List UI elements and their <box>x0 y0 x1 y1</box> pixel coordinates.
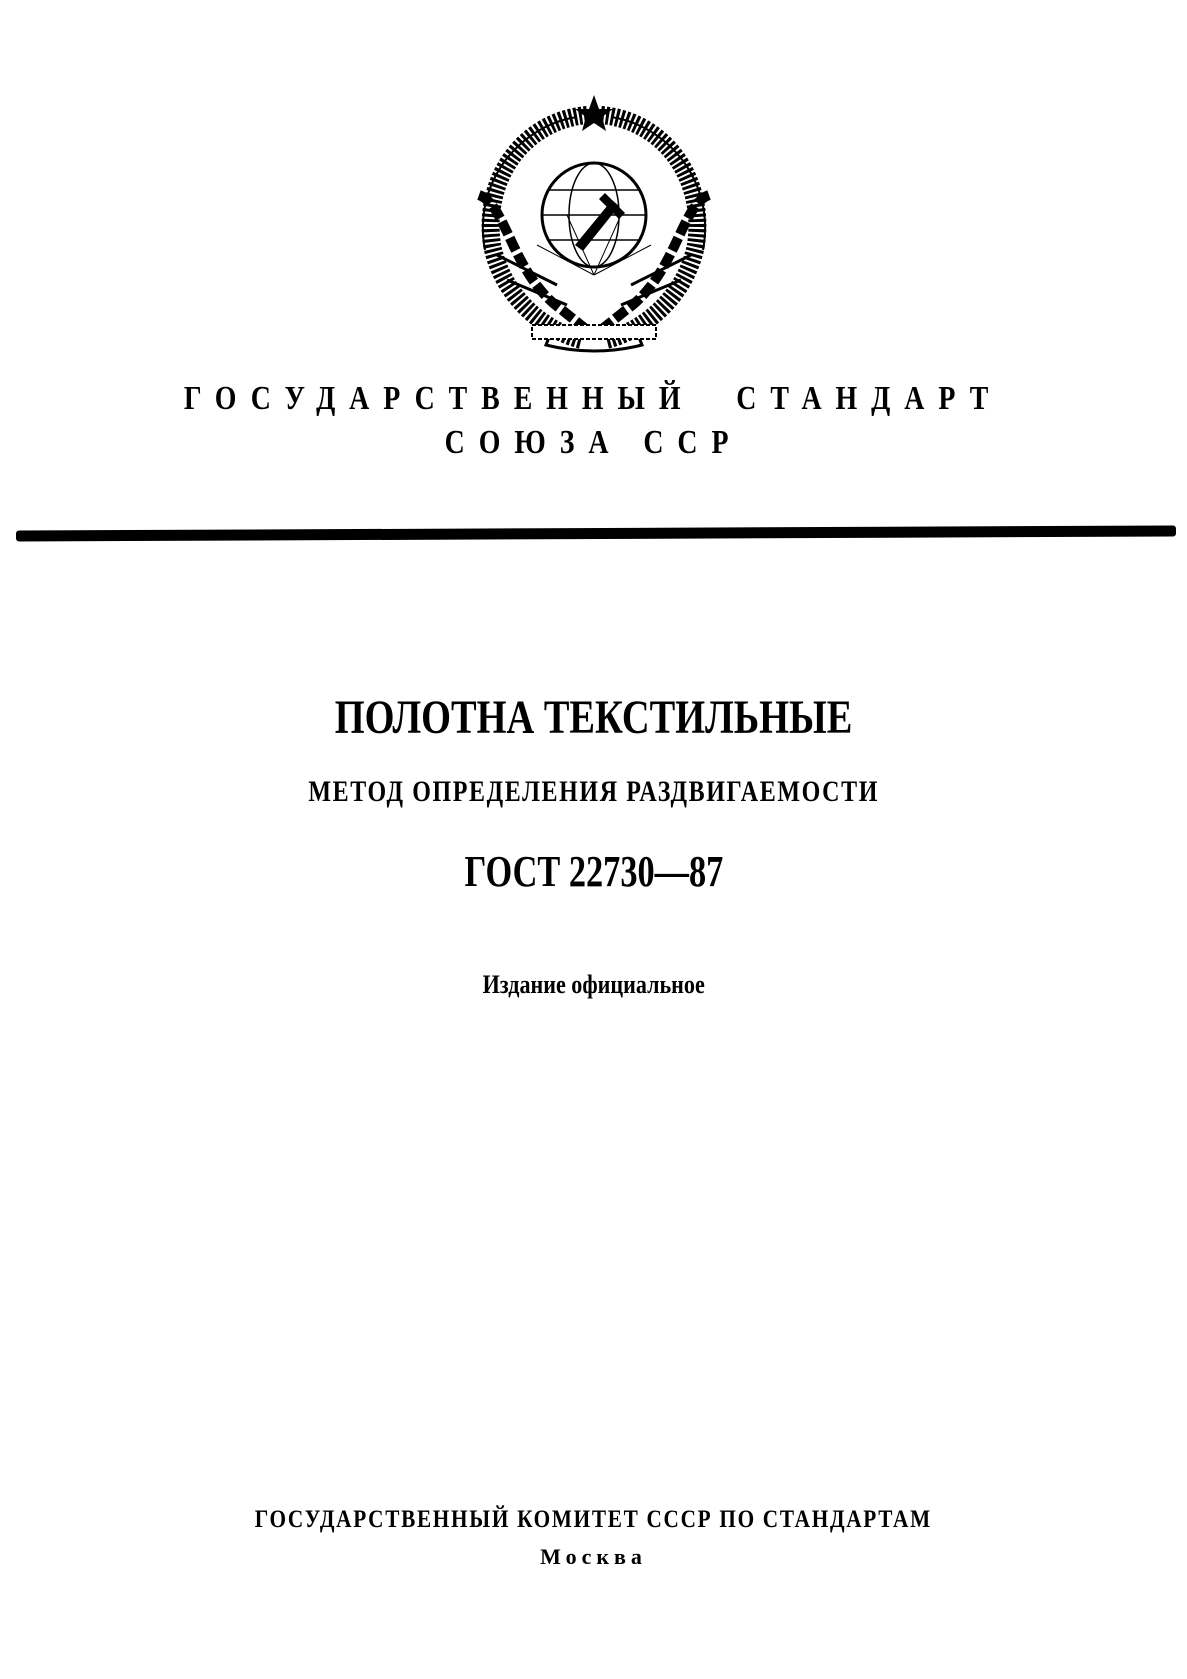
header-line1-text: ГОСУДАРСТВЕННЫЙ СТАНДАРТ <box>184 380 1003 417</box>
header-line2-text: СОЮЗА ССР <box>444 424 743 461</box>
document-subtitle-text: МЕТОД ОПРЕДЕЛЕНИЯ РАЗДВИГАЕМОСТИ <box>308 775 879 808</box>
document-title-text: ПОЛОТНА ТЕКСТИЛЬНЫЕ <box>334 691 853 744</box>
document-title <box>0 690 1187 745</box>
city <box>0 1544 1187 1570</box>
edition-label <box>0 970 1187 1000</box>
header-line-ussr <box>0 424 1187 462</box>
header-line-state-standard <box>0 380 1187 418</box>
city-text: Москва <box>540 1544 647 1569</box>
standard-number <box>0 846 1187 897</box>
edition-text: Издание официальное <box>482 970 705 999</box>
publisher-text: ГОСУДАРСТВЕННЫЙ КОМИТЕТ СССР ПО СТАНДАРТАМ <box>254 1506 933 1533</box>
standard-number-text: ГОСТ 22730—87 <box>464 847 723 896</box>
document-subtitle <box>0 775 1187 809</box>
publisher <box>0 1506 1187 1534</box>
horizontal-divider <box>16 525 1176 541</box>
ussr-state-emblem-icon <box>467 95 721 353</box>
